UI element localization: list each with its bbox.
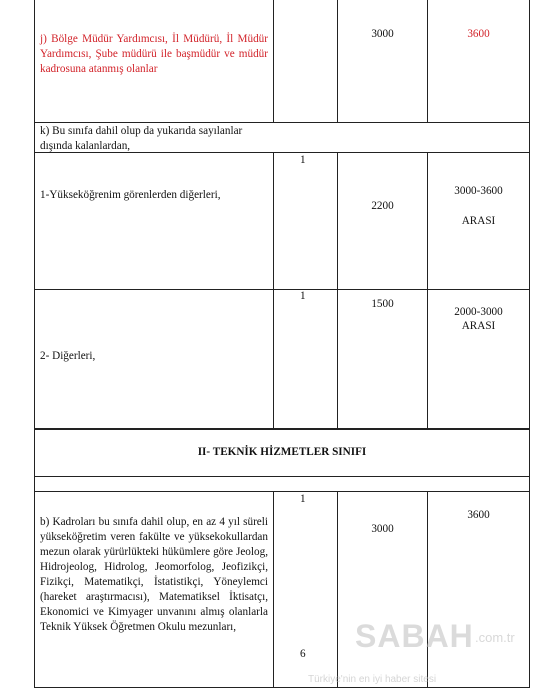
row-k2-value-2-range: 2000-3000 (454, 306, 503, 318)
row-k2-degree: 1 (300, 290, 306, 302)
watermark-domain: .com.tr (475, 630, 515, 645)
row-j-description: j) Bölge Müdür Yardımcısı, İl Müdürü, İl Müdür Yardımcısı, Şube müdürü ile başmüdür ve müdür kadrosuna atanmış olanlar (40, 33, 268, 75)
row-b-description: b) Kadroları bu sınıfa dahil olup, en az 4 yıl süreli yükseköğretim veren fakülte ve yüksekokullardan mezun olarak yürürlükteki hükümlere göre Jeolog, Hidrojeolog, Hidrolog, Jeomorfolog, Jeofizikçi, Fizikçi, Matematikçi, İstatistikçi, Yöneylemci (hareket araştırmacısı), Matematiksel İktisatçı, Ekonomici ve Kimyager unvanını almış olanlarla Teknik Yüksek Öğretmen Okulu mezunları, (40, 516, 268, 633)
row-b-degree-top: 1 (300, 493, 306, 505)
row-b-value-1: 3000 (371, 523, 394, 535)
watermark (308, 618, 540, 690)
row-k2-description: 2- Diğerleri, (40, 350, 96, 362)
row-j-value-2: 3600 (467, 28, 490, 40)
row-k-description: k) Bu sınıfa dahil olup da yukarıda sayılanlar dışında kalanlardan, (40, 125, 243, 152)
watermark-tagline: Türkiye'nin en iyi haber sitesi (308, 674, 437, 685)
row-k1-degree: 1 (300, 154, 306, 166)
row-j-value-1: 3000 (371, 28, 394, 40)
row-b-value-2: 3600 (467, 509, 490, 521)
watermark-logo: SABAH (355, 618, 474, 654)
row-k1-value-2-range: 3000-3600 (454, 185, 503, 197)
row-b-degree-bottom: 6 (300, 648, 306, 660)
row-k1-value-2-arasi: ARASI (461, 215, 496, 227)
row-k2-value-1: 1500 (371, 298, 394, 310)
row-k2-value-2-arasi: ARASI (461, 320, 496, 332)
section-header: II- TEKNİK HİZMETLER SINIFI (197, 446, 367, 458)
row-k1-value-1: 2200 (371, 200, 394, 212)
row-k1-description: 1-Yükseköğrenim görenlerden diğerleri, (40, 189, 221, 201)
